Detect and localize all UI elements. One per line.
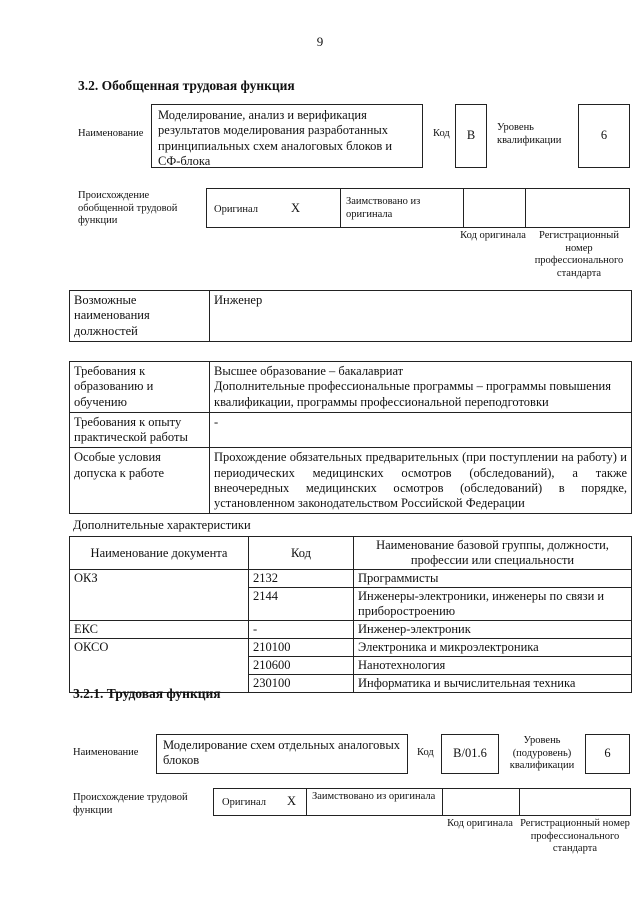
- function-name-box: [151, 104, 423, 168]
- sub-code-label: Код: [417, 747, 434, 758]
- cell-code: -: [249, 621, 354, 639]
- cell-doc: ЕКС: [70, 621, 249, 639]
- divider: [525, 189, 526, 227]
- req-value: Прохождение обязательных предварительных (при поступлении на работу) и периодических медицинских осмотров (обследований), а также внеочередных медицинских осмотров (обследований) в порядке, установленном законодательством Российской Федерации: [210, 448, 632, 514]
- col-header-doc: Наименование документа: [70, 537, 249, 570]
- table-header-row: [70, 537, 632, 570]
- page-number: 9: [316, 34, 324, 49]
- origin-label: Происхождение обобщенной трудовой функции: [78, 190, 178, 227]
- sub-level-label: Уровень (подуровень) квалификации: [509, 735, 575, 772]
- table-row: [70, 448, 632, 514]
- cell-code: 2144: [249, 588, 354, 621]
- table-row: [70, 291, 632, 342]
- additional-table: [69, 536, 632, 693]
- req-value: -: [210, 412, 632, 448]
- sub-code-value: B/01.6: [453, 746, 487, 761]
- table-row: [70, 362, 632, 413]
- divider: [519, 789, 520, 815]
- sub-original-mark: X: [287, 794, 297, 808]
- req-value: Высшее образование – бакалавриат Дополнительные профессиональные программы – программы повышения квалификации, программы профессиональной переподготовки: [210, 362, 632, 413]
- original-label: Оригинал: [214, 204, 258, 215]
- divider: [306, 789, 307, 815]
- origin-box: [206, 188, 630, 228]
- subsection-title: 3.2.1. Трудовая функция: [73, 686, 221, 701]
- positions-value: Инженер: [210, 291, 632, 342]
- orig-code-caption: Код оригинала: [460, 230, 526, 241]
- level-value: 6: [600, 128, 608, 143]
- sub-code-box: [441, 734, 499, 774]
- name-label: Наименование: [78, 128, 144, 139]
- col-header-code: Код: [249, 537, 354, 570]
- sub-origin-box: [213, 788, 631, 816]
- cell-code: 2132: [249, 570, 354, 588]
- sub-name-label: Наименование: [73, 747, 139, 758]
- divider: [463, 189, 464, 227]
- divider: [340, 189, 341, 227]
- section-title: 3.2. Обобщенная трудовая функция: [78, 78, 295, 93]
- cell-doc: ОКСО: [70, 639, 249, 693]
- requirements-table: [69, 361, 632, 514]
- cell-name: Электроника и микроэлектроника: [354, 639, 632, 657]
- cell-code: 210600: [249, 657, 354, 675]
- positions-table: [69, 290, 632, 342]
- sub-level-value: 6: [604, 746, 611, 761]
- sub-reg-num-caption: Регистрационный номер профессионального стандарта: [520, 818, 630, 855]
- cell-name: Инженер-электроник: [354, 621, 632, 639]
- cell-code: 230100: [249, 675, 354, 693]
- level-label: Уровень квалификации: [497, 122, 562, 146]
- sub-origin-label: Происхождение трудовой функции: [73, 792, 188, 816]
- positions-label: Возможные наименования должностей: [70, 291, 210, 342]
- divider: [442, 789, 443, 815]
- level-box: [578, 104, 630, 168]
- req-label: Требования к опыту практической работы: [70, 412, 210, 448]
- table-row: [70, 621, 632, 639]
- borrowed-label: Заимствовано из оригинала: [346, 196, 421, 220]
- sub-level-box: [585, 734, 630, 774]
- original-mark: X: [291, 201, 301, 215]
- table-row: [70, 639, 632, 657]
- table-row: [70, 570, 632, 588]
- cell-name: Программисты: [354, 570, 632, 588]
- reg-num-caption: Регистрационный номер профессионального стандарта: [534, 230, 624, 279]
- sub-orig-code-caption: Код оригинала: [447, 818, 513, 829]
- cell-name: Нанотехнология: [354, 657, 632, 675]
- req-label: Особые условия допуска к работе: [70, 448, 210, 514]
- additional-title: Дополнительные характеристики: [73, 518, 251, 532]
- col-header-name: Наименование базовой группы, должности, профессии или специальности: [354, 537, 632, 570]
- code-box: [455, 104, 487, 168]
- code-label: Код: [433, 128, 450, 139]
- cell-doc: ОКЗ: [70, 570, 249, 621]
- sub-function-name-box: [156, 734, 408, 774]
- req-label: Требования к образованию и обучению: [70, 362, 210, 413]
- sub-function-name-value: Моделирование схем отдельных аналоговых блоков: [163, 738, 400, 768]
- sub-original-label: Оригинал: [222, 797, 266, 808]
- cell-name: Информатика и вычислительная техника: [354, 675, 632, 693]
- code-value: B: [466, 128, 476, 143]
- table-row: [70, 412, 632, 448]
- cell-name: Инженеры-электроники, инженеры по связи и приборостроению: [354, 588, 632, 621]
- sub-borrowed-label: Заимствовано из оригинала: [312, 791, 436, 802]
- function-name-value: Моделирование, анализ и верификация результатов моделирования разработанных принципиальных схем аналоговых блоков и СФ-блока: [158, 108, 393, 168]
- cell-code: 210100: [249, 639, 354, 657]
